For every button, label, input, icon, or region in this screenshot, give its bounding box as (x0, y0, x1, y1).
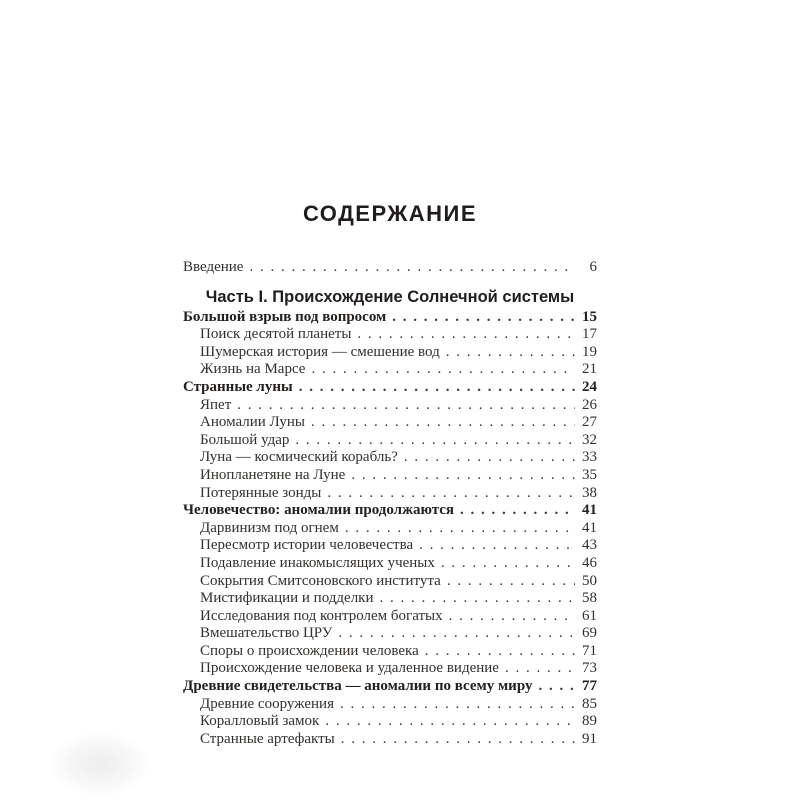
toc-entry-label: Жизнь на Марсе (200, 361, 306, 378)
toc-entry-label: Шумерская история — смешение вод (200, 343, 440, 360)
dot-leader (447, 573, 575, 591)
toc-entry-page: 77 (582, 678, 597, 695)
dot-leader (419, 537, 575, 555)
toc-entry (183, 625, 597, 643)
dot-leader (237, 397, 575, 415)
dot-leader (345, 520, 575, 538)
toc-list (183, 259, 597, 748)
dot-leader (441, 555, 575, 573)
toc-entry (183, 520, 597, 538)
toc-entry-page: 17 (582, 326, 597, 343)
toc-entry-page: 58 (582, 590, 597, 607)
toc-entry-page: 41 (582, 502, 597, 519)
toc-entry (183, 555, 597, 573)
dot-leader (538, 678, 575, 696)
toc-entry-page: 38 (582, 484, 597, 501)
dot-leader (341, 731, 575, 749)
toc-entry-label: Дарвинизм под огнем (200, 519, 339, 536)
toc-entry (183, 713, 597, 731)
toc-entry (183, 449, 597, 467)
dot-leader (404, 449, 575, 467)
toc-entry-page: 33 (582, 449, 597, 466)
toc-entry-page: 85 (582, 695, 597, 712)
toc-entry-page: 6 (589, 259, 597, 275)
toc-entry-label: Споры о происхождении человека (200, 642, 419, 659)
toc-entry-page: 71 (582, 642, 597, 659)
toc-entry (183, 432, 597, 450)
toc-entry (183, 326, 597, 344)
toc-entry (183, 731, 597, 749)
dot-leader (327, 485, 575, 503)
toc-entry (183, 590, 597, 608)
dot-leader (325, 713, 575, 731)
toc-entry-page: 32 (582, 431, 597, 448)
toc-entry (183, 573, 597, 591)
toc-title: СОДЕРЖАНИЕ (302, 201, 478, 226)
dot-leader (449, 608, 575, 626)
toc-entry (183, 467, 597, 485)
toc-entry (183, 485, 597, 503)
toc-entry-page: 26 (582, 396, 597, 413)
toc-entry (183, 309, 597, 327)
toc-part-heading: Часть I. Происхождение Солнечной системы (205, 287, 575, 306)
toc-entry-label: Странные луны (183, 378, 293, 395)
toc-entry-label: Инопланетяне на Луне (200, 466, 346, 483)
toc-entry-page: 91 (582, 730, 597, 747)
toc-entry (183, 696, 597, 714)
toc-entry-label: Сокрытия Смитсоновского института (200, 572, 441, 589)
dot-leader (311, 414, 575, 432)
dot-leader (380, 590, 576, 608)
toc-entry (183, 397, 597, 415)
dot-leader (446, 344, 575, 362)
toc-entry-label: Исследования под контролем богатых (200, 607, 443, 624)
toc-entry-page: 89 (582, 713, 597, 730)
toc-entry-label: Вмешательство ЦРУ (200, 625, 333, 642)
dot-leader (311, 361, 575, 379)
toc-entry-page: 19 (582, 343, 597, 360)
toc-entry-page: 69 (582, 625, 597, 642)
toc-entry (183, 259, 597, 277)
toc-entry-label: Древние сооружения (200, 695, 334, 712)
toc-entry-label: Коралловый замок (200, 713, 320, 730)
toc-entry (183, 379, 597, 397)
toc-entry-label: Человечество: аномалии продолжаются (183, 502, 455, 519)
toc-entry-page: 27 (582, 414, 597, 431)
toc-entry-page: 50 (582, 572, 597, 589)
toc-entry-label: Пересмотр истории человечества (200, 537, 414, 554)
toc-entry-page: 73 (582, 660, 597, 677)
toc-entry-page: 46 (582, 554, 597, 571)
toc-entry-page: 35 (582, 466, 597, 483)
toc-entry (183, 361, 597, 379)
toc-entry (183, 344, 597, 362)
toc-entry-label: Большой удар (200, 431, 290, 448)
toc-entry-label: Луна — космический корабль? (200, 449, 398, 466)
dot-leader (340, 696, 575, 714)
dot-leader (357, 326, 575, 344)
toc-entry-label: Аномалии Луны (200, 414, 305, 431)
toc-entry-page: 15 (582, 308, 597, 325)
dot-leader (351, 467, 575, 485)
dot-leader (392, 309, 575, 327)
toc-entry (183, 537, 597, 555)
dot-leader (505, 660, 575, 678)
toc-entry-label: Потерянные зонды (200, 484, 322, 501)
toc-entry (183, 608, 597, 626)
toc-entry-page: 21 (582, 361, 597, 378)
dot-leader (295, 432, 575, 450)
toc-entry-page: 24 (582, 378, 597, 395)
toc-entry (183, 660, 597, 678)
toc-entry-label: Япет (200, 396, 232, 413)
toc-entry-label: Большой взрыв под вопросом (183, 308, 387, 325)
toc-entry-label: Поиск десятой планеты (200, 326, 352, 343)
toc-entry (183, 643, 597, 661)
table-of-contents (183, 201, 597, 748)
dot-leader (299, 379, 575, 397)
dot-leader (425, 643, 575, 661)
toc-entry-label: Введение (183, 259, 244, 275)
toc-entry-page: 61 (582, 607, 597, 624)
toc-entry-label: Происхождение человека и удаленное видение (200, 660, 499, 677)
dot-leader (338, 625, 575, 643)
toc-entry-label: Странные артефакты (200, 730, 335, 747)
toc-entry (183, 414, 597, 432)
toc-entry-label: Древние свидетельства — аномалии по всему миру (183, 678, 533, 695)
toc-entry (183, 502, 597, 520)
toc-entry-page: 43 (582, 537, 597, 554)
toc-entry (183, 678, 597, 696)
toc-entry-page: 41 (582, 519, 597, 536)
page-shadow-artifact (52, 733, 147, 795)
toc-entry-label: Мистификации и подделки (200, 590, 374, 607)
toc-entry-label: Подавление инакомыслящих ученых (200, 554, 435, 571)
dot-leader (460, 502, 575, 520)
dot-leader (249, 259, 575, 277)
